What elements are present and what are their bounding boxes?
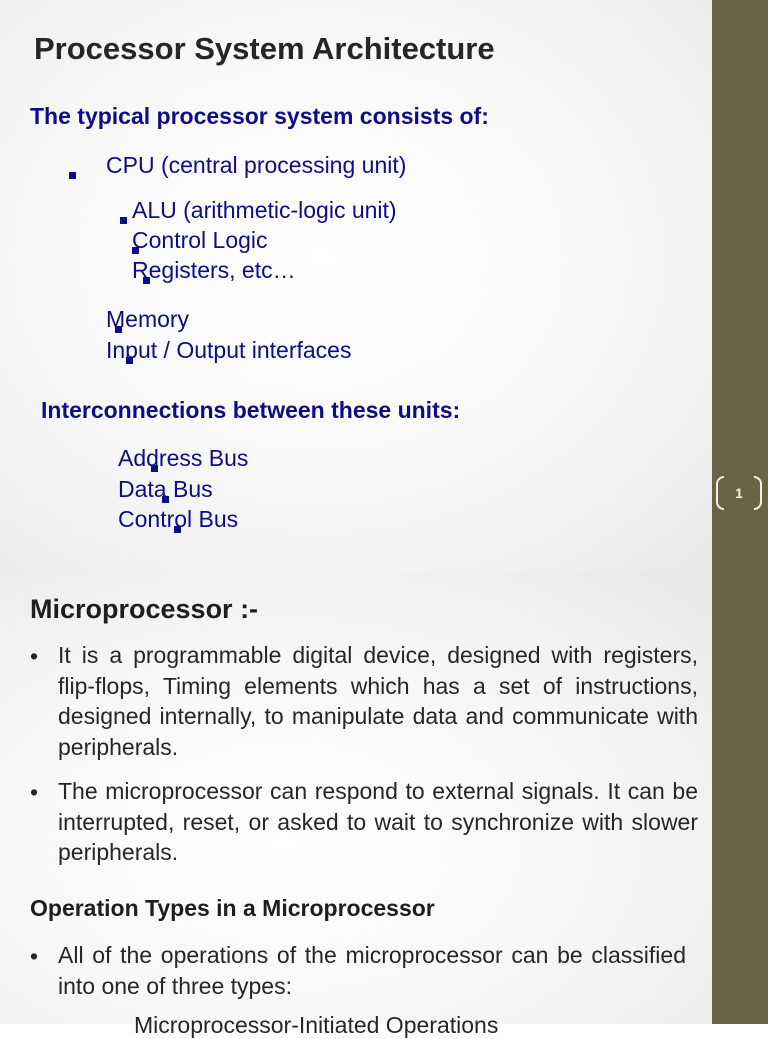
bullet-square-icon bbox=[69, 172, 76, 179]
interconnect-heading: Interconnections between these units: bbox=[41, 397, 461, 423]
operation-types-heading: Operation Types in a Microprocessor bbox=[30, 895, 435, 921]
list-item-io: Input / Output interfaces bbox=[106, 337, 352, 363]
bracket-right-icon bbox=[754, 476, 762, 510]
paragraph-operations: All of the operations of the microprocessor can be classified into one of three types: bbox=[58, 942, 686, 999]
list-item-control-bus: Control Bus bbox=[118, 506, 239, 532]
bullet-dot-icon: • bbox=[30, 943, 39, 969]
list-item-cpu: CPU (central processing unit) bbox=[106, 152, 407, 178]
list-item-alu: ALU (arithmetic-logic unit) bbox=[132, 197, 397, 223]
microprocessor-heading: Microprocessor :- bbox=[30, 594, 259, 624]
bullet-dot-icon: • bbox=[30, 643, 39, 669]
page-number: 1 bbox=[735, 485, 743, 501]
sidebar-panel bbox=[712, 0, 768, 1024]
bullet-dot-icon: • bbox=[30, 779, 39, 805]
slide-2 bbox=[0, 572, 712, 1038]
list-item-data-bus: Data Bus bbox=[118, 476, 213, 502]
bullet-square-icon bbox=[120, 217, 127, 224]
list-item-registers: Registers, etc… bbox=[132, 257, 296, 283]
list-item-address-bus: Address Bus bbox=[118, 445, 249, 471]
paragraph-definition: It is a programmable digital device, designed with registers, flip-flops, Timing elements which has a set of instructions, designed internally, to manipulate data and communicate with peripherals. bbox=[58, 642, 698, 760]
page-number-badge bbox=[716, 476, 762, 512]
slide-title: Processor System Architecture bbox=[34, 31, 495, 66]
list-item-memory: Memory bbox=[106, 306, 190, 332]
list-item-control-logic: Control Logic bbox=[132, 227, 268, 253]
list-item-cut-off: Microprocessor-Initiated Operations bbox=[134, 1012, 499, 1038]
paragraph-signals: The microprocessor can respond to external signals. It can be interrupted, reset, or asked to wait to synchronize with slower peripherals. bbox=[58, 778, 698, 865]
intro-heading: The typical processor system consists of: bbox=[30, 103, 489, 129]
